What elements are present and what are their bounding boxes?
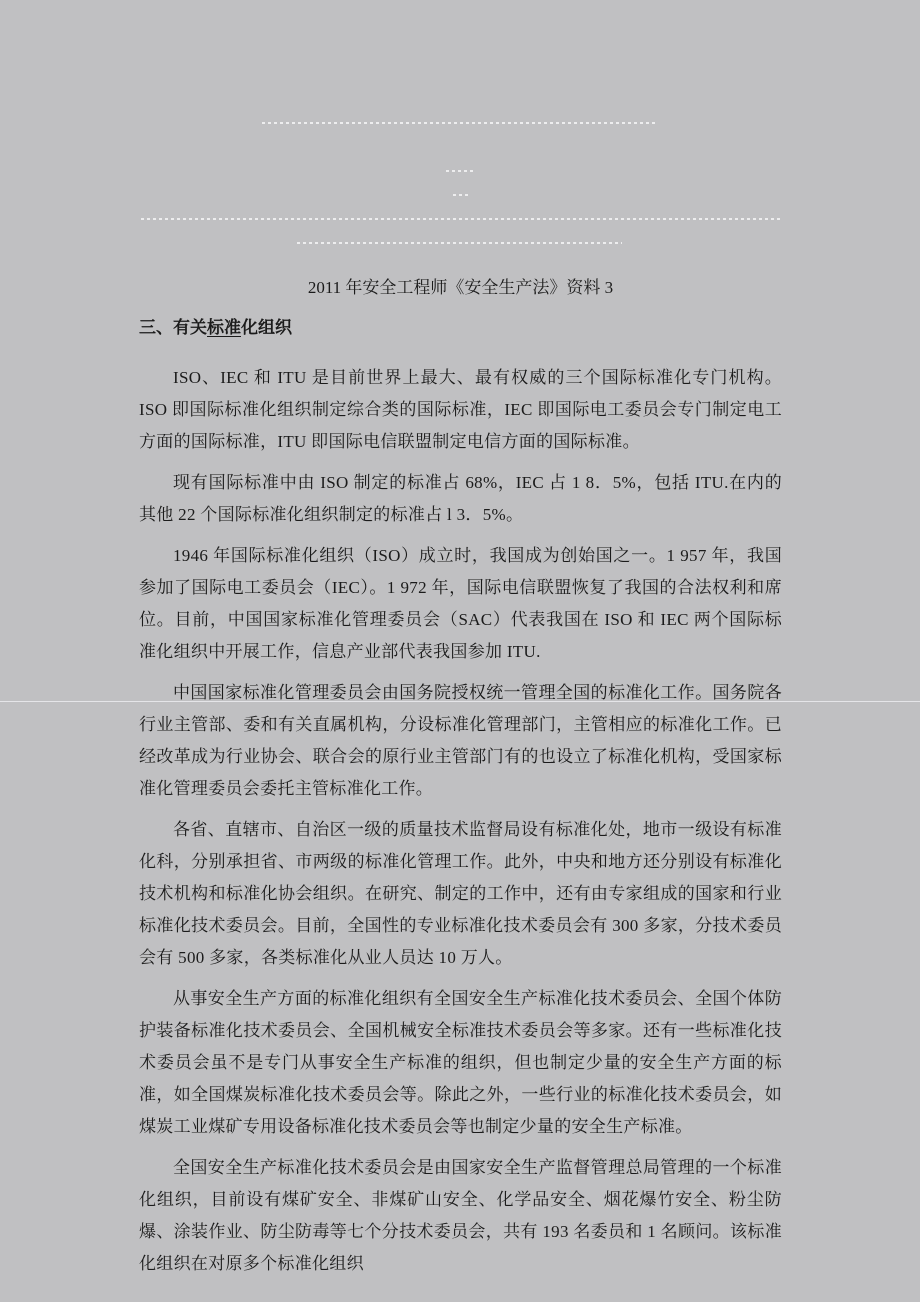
paragraph-1: ISO、IEC 和 ITU 是目前世界上最大、最有权威的三个国际标准化专门机构。ISO 即国际标准化组织制定综合类的国际标准，IEC 即国际电工委员会专门制定电工方面的国际标准，ITU 即国际电信联盟制定电信方面的国际标准。 bbox=[139, 368, 782, 451]
paragraph-7: 全国安全生产标准化技术委员会是由国家安全生产监督管理总局管理的一个标准化组织，目前设有煤矿安全、非煤矿山安全、化学品安全、烟花爆竹安全、粉尘防爆、涂装作业、防尘防毒等七个分技术委员会，共有 193 名委员和 1 名顾问。该标准化组织在对原多个标准化组织 bbox=[139, 1158, 782, 1273]
section-heading-suffix: 化组织 bbox=[241, 318, 292, 337]
watermark-text-line-2 bbox=[446, 170, 475, 172]
paragraph-2: 现有国际标准中由 ISO 制定的标准占 68%，IEC 占 1 8．5%，包括 ITU.在内的其他 22 个国际标准化组织制定的标准占 l 3．5%。 bbox=[139, 473, 782, 524]
paragraph-5: 各省、直辖市、自治区一级的质量技术监督局设有标准化处，地市一级设有标准化科，分别承担省、市两级的标准化管理工作。此外，中央和地方还分别设有标准化技术机构和标准化协会组织。在研究、制定的工作中，还有由专家组成的国家和行业标准化技术委员会。目前，全国性的专业标准化技术委员会有 300 多家，分技术委员会有 500 多家，各类标准化从业人员达 10 万人。 bbox=[139, 820, 782, 967]
document-title: 2011 年安全工程师《安全生产法》资料 3 bbox=[307, 278, 614, 297]
paragraph-4: 中国国家标准化管理委员会由国务院授权统一管理全国的标准化工作。国务院各行业主管部、委和有关直属机构，分设标准化管理部门，主管相应的标准化工作。已经改革成为行业协会、联合会的原行业主管部门有的也设立了标准化机构，受国家标准化管理委员会委托主管标准化工作。 bbox=[139, 683, 782, 798]
document-body bbox=[139, 272, 782, 1289]
watermark-text-line-3 bbox=[453, 194, 469, 196]
paragraph-3: 1946 年国际标准化组织（ISO）成立时，我国成为创始国之一。1 957 年，我国参加了国际电工委员会（IEC）。1 972 年，国际电信联盟恢复了我国的合法权利和席位。目前，中国国家标准化管理委员会（SAC）代表我国在 ISO 和 IEC 两个国际标准化组织中开展工作，信息产业部代表我国参加 ITU. bbox=[139, 546, 782, 661]
watermark-text-line-4 bbox=[141, 218, 780, 220]
watermark-text-line-5 bbox=[297, 242, 622, 244]
section-heading bbox=[139, 312, 782, 344]
section-heading-underlined-text: 标准 bbox=[207, 318, 241, 337]
paragraph-6: 从事安全生产方面的标准化组织有全国安全生产标准化技术委员会、全国个体防护装备标准化技术委员会、全国机械安全标准技术委员会等多家。还有一些标准化技术委员会虽不是专门从事安全生产标准的组织，但也制定少量的安全生产方面的标准，如全国煤炭标准化技术委员会等。除此之外，一些行业的标准化技术委员会，如煤炭工业煤矿专用设备标准化技术委员会等也制定少量的安全生产标准。 bbox=[139, 989, 782, 1136]
watermark-text-line-1 bbox=[262, 122, 658, 124]
section-heading-prefix: 三、有关 bbox=[139, 318, 207, 337]
